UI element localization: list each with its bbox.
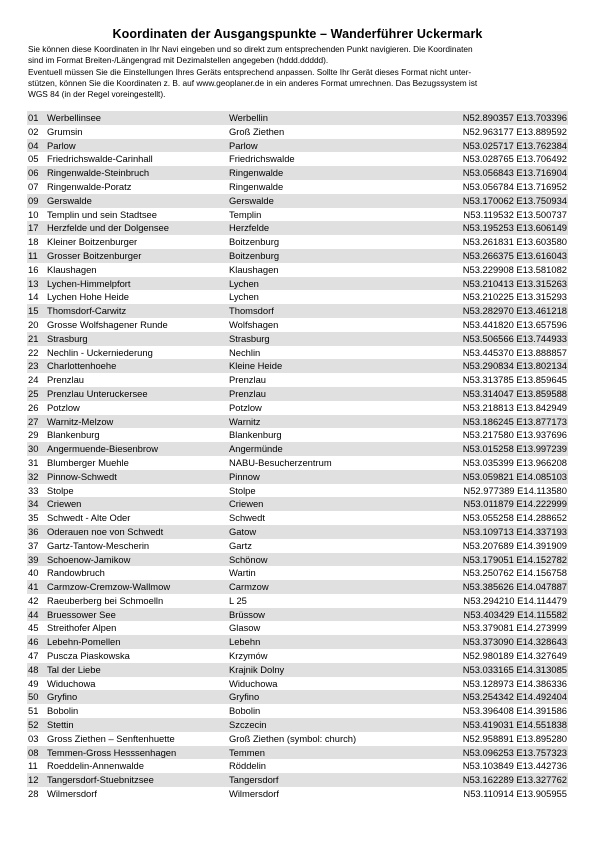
start-place: Warnitz [229,415,261,427]
start-place: Krajnik Dolny [229,663,285,675]
route-number: 05 [28,153,39,165]
gps-coordinates: N53.119532 E13.500737 [463,208,567,220]
intro-line: WGS 84 (in der Regel voreingestellt). [28,89,166,100]
start-place: Wilmersdorf [229,788,280,800]
route-number: 18 [28,236,39,248]
gps-coordinates: N53.015258 E13.997239 [462,443,567,455]
route-name: Oderauen noe von Schwedt [47,525,164,537]
route-name: Werbellinsee [47,112,102,123]
route-name: Ringenwalde-Steinbruch [47,167,150,179]
start-place: Gatow [229,525,257,537]
route-number: 03 [28,732,39,744]
intro-line: Sie können diese Koordinaten in Ihr Navi eingeben und so direkt zum entsprechenden Punkt navigieren. Die Koordinaten [28,44,473,54]
gps-coordinates: N53.314047 E13.859588 [462,387,567,399]
table-row [27,594,568,608]
route-number: 34 [28,498,39,510]
route-name: Temmen-Gross Hesssenhagen [47,746,177,758]
intro-paragraph [28,44,573,100]
route-name: Gross Ziethen – Senftenhuette [47,732,175,744]
route-number: 36 [28,525,39,537]
table-row [27,497,568,511]
gps-coordinates: N53.195253 E13.606149 [462,222,567,234]
route-name: Herzfelde und der Dolgensee [47,222,169,234]
start-place: Templin [229,208,262,220]
route-number: 01 [28,112,39,123]
start-place: Gartz [229,539,252,551]
route-name: Raeuberberg bei Schmoelln [47,594,164,606]
gps-coordinates: N53.011879 E14.222999 [463,498,567,510]
start-place: Herzfelde [229,222,270,234]
gps-coordinates: N53.282970 E13.461218 [462,305,567,317]
route-name: Lychen-Himmelpfort [47,277,131,289]
start-place: Lebehn [229,636,261,648]
start-place: Blankenburg [229,429,282,441]
route-number: 33 [28,484,39,496]
gps-coordinates: N53.218813 E13.842949 [462,401,567,413]
route-number: 14 [28,291,39,303]
start-place: Stolpe [229,484,256,496]
table-row [27,180,568,194]
start-place: Kleine Heide [229,360,283,372]
start-place: Lychen [229,291,259,303]
table-row [27,759,568,773]
table-row [27,387,568,401]
route-number: 20 [28,318,39,330]
page-title: Koordinaten der Ausgangspunkte – Wanderführer Uckermark [112,27,483,41]
route-name: Gryfino [47,691,78,703]
table-row [27,111,568,125]
route-name: Gartz-Tantow-Mescherin [47,539,150,551]
route-name: Angermuende-Biesenbrow [47,443,159,455]
table-row [27,470,568,484]
route-number: 48 [28,663,39,675]
start-place: Lychen [229,277,259,289]
gps-coordinates: N53.379081 E14.273999 [462,622,567,634]
gps-coordinates: N53.445370 E13.888857 [462,346,567,358]
start-place: Prenzlau [229,387,267,399]
table-row [27,249,568,263]
gps-coordinates: N53.059821 E14.085103 [462,470,567,482]
gps-coordinates: N53.506566 E13.744933 [462,332,567,344]
gps-coordinates: N52.980189 E14.327649 [462,650,567,662]
gps-coordinates: N52.958891 E13.895280 [462,732,567,744]
route-name: Randowbruch [47,567,105,579]
start-place: Wolfshagen [229,318,279,330]
start-place: Angermünde [229,443,283,455]
route-number: 16 [28,263,39,275]
gps-coordinates: N53.373090 E14.328643 [462,636,567,648]
table-row [27,290,568,304]
route-number: 42 [28,594,39,606]
route-name: Wilmersdorf [47,788,98,800]
gps-coordinates: N53.162289 E13.327762 [462,774,567,786]
table-row [27,139,568,153]
route-number: 17 [28,222,39,234]
table-row [27,484,568,498]
table-row [27,677,568,691]
gps-coordinates: N53.186245 E13.877173 [462,415,567,427]
start-place: Strasburg [229,332,270,344]
gps-coordinates: N53.217580 E13.937696 [462,429,567,441]
table-row [27,566,568,580]
route-number: 47 [28,650,39,662]
route-name: Blumberger Muehle [47,456,129,468]
route-name: Ringenwalde-Poratz [47,180,132,192]
table-row [27,690,568,704]
table-row [27,428,568,442]
start-place: Röddelin [229,760,267,772]
table-row [27,442,568,456]
start-place: Boitzenburg [229,236,280,248]
start-place: Gryfino [229,691,260,703]
start-place: NABU-Besucherzentrum [229,456,332,468]
route-number: 27 [28,415,39,427]
route-number: 23 [28,360,39,372]
gps-coordinates: N52.963177 E13.889592 [462,125,567,137]
start-place: Tangersdorf [229,774,279,786]
table-row [27,539,568,553]
route-number: 35 [28,512,39,524]
gps-coordinates: N53.055258 E14.288652 [462,512,567,524]
route-name: Strasburg [47,332,88,344]
gps-coordinates: N53.033165 E14.313085 [462,663,567,675]
start-place: Schönow [229,553,268,565]
route-name: Blankenburg [47,429,100,441]
route-number: 51 [28,705,39,717]
gps-coordinates: N53.313785 E13.859645 [462,374,567,386]
table-row [27,635,568,649]
route-number: 31 [28,456,39,468]
route-name: Schoenow-Jamikow [47,553,131,565]
gps-coordinates: N53.210225 E13.315293 [462,291,567,303]
gps-coordinates: N53.207689 E14.391909 [462,539,567,551]
route-number: 37 [28,539,39,551]
start-place: L 25 [229,594,247,606]
gps-coordinates: N53.403429 E14.115582 [463,608,567,620]
start-place: Parlow [229,139,258,151]
route-name: Grosser Boitzenburger [47,249,142,261]
table-row [27,152,568,166]
route-name: Tal der Liebe [47,663,101,675]
gps-coordinates: N53.028765 E13.706492 [462,153,567,165]
route-name: Prenzlau [47,374,85,386]
route-number: 41 [28,581,39,593]
route-number: 28 [28,788,39,800]
start-place: Carmzow [229,581,269,593]
route-number: 39 [28,553,39,565]
route-number: 40 [28,567,39,579]
gps-coordinates: N53.385626 E14.047887 [462,581,567,593]
route-name: Lychen Hohe Heide [47,291,129,303]
table-row [27,263,568,277]
route-name: Stolpe [47,484,74,496]
route-name: Templin und sein Stadtsee [47,208,157,220]
table-row [27,456,568,470]
table-row [27,277,568,291]
route-number: 21 [28,332,39,344]
table-row [27,304,568,318]
start-place: Glasow [229,622,261,634]
route-number: 26 [28,401,39,413]
start-place: Groß Ziethen [229,125,285,137]
gps-coordinates: N53.025717 E13.762384 [462,139,567,151]
table-row [27,773,568,787]
route-number: 29 [28,429,39,441]
gps-coordinates: N53.290834 E13.802134 [462,360,567,372]
route-number: 49 [28,677,39,689]
route-name: Streithofer Alpen [47,622,117,634]
gps-coordinates: N53.210413 E13.315263 [462,277,567,289]
table-row [27,787,568,801]
route-name: Friedrichswalde-Carinhall [47,153,153,165]
start-place: Bobolin [229,705,261,717]
start-place: Temmen [229,746,265,758]
route-name: Thomsdorf-Carwitz [47,305,127,317]
coordinates-table [27,111,568,801]
route-name: Widuchowa [47,677,96,689]
route-number: 13 [28,277,39,289]
route-name: Potzlow [47,401,80,413]
gps-coordinates: N53.128973 E14.386336 [462,677,567,689]
gps-coordinates: N53.096253 E13.757323 [462,746,567,758]
start-place: Wartin [229,567,256,579]
start-place: Szczecin [229,719,267,731]
route-name: Prenzlau Unteruckersee [47,387,148,399]
gps-coordinates: N53.109713 E14.337193 [462,525,567,537]
intro-line: sind im Format Breiten-/Längengrad mit Dezimalstellen angegeben (hddd.ddddd). [28,55,329,66]
table-row [27,608,568,622]
start-place: Ringenwalde [229,180,284,192]
route-number: 07 [28,180,39,192]
start-place: Criewen [229,498,264,510]
route-name: Pinnow-Schwedt [47,470,117,482]
table-row [27,166,568,180]
route-number: 44 [28,608,39,620]
route-number: 30 [28,443,39,455]
route-name: Grumsin [47,125,83,137]
route-number: 32 [28,470,39,482]
start-place: Thomsdorf [229,305,274,317]
route-name: Warnitz-Melzow [47,415,114,427]
route-number: 50 [28,691,39,703]
table-row [27,511,568,525]
gps-coordinates: N53.396408 E14.391586 [462,705,567,717]
intro-line: stützen, können Sie die Koordinaten z. B. auf www.geoplaner.de in ein anderes Format umrechnen. Das Bezugssystem ist [28,77,478,88]
route-name: Tangersdorf-Stuebnitzsee [47,774,154,786]
start-place: Krzymów [229,650,268,662]
table-row [27,553,568,567]
start-place: Pinnow [229,470,260,482]
route-name: Bruessower See [47,608,116,620]
gps-coordinates: N53.056843 E13.716904 [462,167,567,179]
route-name: Carmzow-Cremzow-Wallmow [47,581,171,593]
route-number: 45 [28,622,39,634]
start-place: Prenzlau [229,374,267,386]
gps-coordinates: N53.266375 E13.616043 [462,249,567,261]
gps-coordinates: N53.441820 E13.657596 [462,318,567,330]
route-number: 52 [28,719,39,731]
table-row [27,415,568,429]
gps-coordinates: N53.250762 E14.156758 [462,567,567,579]
route-number: 08 [28,746,39,758]
route-name: Lebehn-Pomellen [47,636,121,648]
start-place: Brüssow [229,608,265,620]
route-name: Gerswalde [47,194,92,206]
route-number: 11 [28,760,38,772]
route-name: Charlottenhoehe [47,360,117,372]
route-name: Schwedt - Alte Oder [47,512,131,524]
gps-coordinates: N53.035399 E13.966208 [462,456,567,468]
start-place: Widuchowa [229,677,278,689]
table-row [27,746,568,760]
table-row [27,704,568,718]
table-row [27,318,568,332]
gps-coordinates: N53.110914 E13.905955 [463,788,567,800]
route-number: 22 [28,346,39,358]
table-row [27,373,568,387]
route-number: 15 [28,305,39,317]
table-row [27,401,568,415]
start-place: Schwedt [229,512,265,524]
route-name: Bobolin [47,705,79,717]
route-number: 10 [28,208,39,220]
gps-coordinates: N53.229908 E13.581082 [462,263,567,275]
table-row [27,663,568,677]
route-number: 24 [28,374,39,386]
route-number: 09 [28,194,39,206]
route-name: Puscza Piaskowska [47,650,130,662]
route-name: Roeddelin-Annenwalde [47,760,144,772]
route-number: 25 [28,387,39,399]
start-place: Klaushagen [229,263,279,275]
route-number: 11 [28,249,38,261]
route-number: 12 [28,774,39,786]
gps-coordinates: N53.103849 E13.442736 [462,760,567,772]
gps-coordinates: N53.294210 E14.114479 [463,594,567,606]
gps-coordinates: N53.179051 E14.152782 [462,553,567,565]
route-number: 06 [28,167,39,179]
route-number: 04 [28,139,39,151]
start-place: Potzlow [229,401,262,413]
start-place: Gerswalde [229,194,274,206]
route-name: Stettin [47,719,74,731]
table-row [27,732,568,746]
gps-coordinates: N53.170062 E13.750934 [462,194,567,206]
table-row [27,125,568,139]
table-row [27,718,568,732]
table-row [27,621,568,635]
table-row [27,194,568,208]
intro-line: Eventuell müssen Sie die Einstellungen Ihres Geräts entsprechend anpassen. Sollte Ihr Gerät dieses Format nicht unter- [28,66,472,77]
gps-coordinates: N53.419031 E14.551838 [462,719,567,731]
start-place: Nechlin [229,346,261,358]
start-place: Friedrichswalde [229,153,295,165]
start-place: Werbellin [229,112,268,123]
route-number: 46 [28,636,39,648]
table-row [27,221,568,235]
gps-coordinates: N53.254342 E14.492404 [462,691,567,703]
gps-coordinates: N53.056784 E13.716952 [462,180,567,192]
gps-coordinates: N52.890357 E13.703396 [462,112,567,123]
route-name: Nechlin - Uckerniederung [47,346,153,358]
gps-coordinates: N53.261831 E13.603580 [462,236,567,248]
route-name: Parlow [47,139,76,151]
route-number: 02 [28,125,39,137]
table-row [27,208,568,222]
start-place: Groß Ziethen (symbol: church) [229,732,357,744]
table-row [27,235,568,249]
gps-coordinates: N52.977389 E14.113580 [463,484,567,496]
route-name: Grosse Wolfshagener Runde [47,318,168,330]
table-row [27,359,568,373]
route-name: Criewen [47,498,82,510]
start-place: Boitzenburg [229,249,280,261]
table-row [27,525,568,539]
table-row [27,332,568,346]
start-place: Ringenwalde [229,167,284,179]
table-row [27,346,568,360]
route-name: Klaushagen [47,263,97,275]
table-row [27,580,568,594]
table-row [27,649,568,663]
route-name: Kleiner Boitzenburger [47,236,138,248]
